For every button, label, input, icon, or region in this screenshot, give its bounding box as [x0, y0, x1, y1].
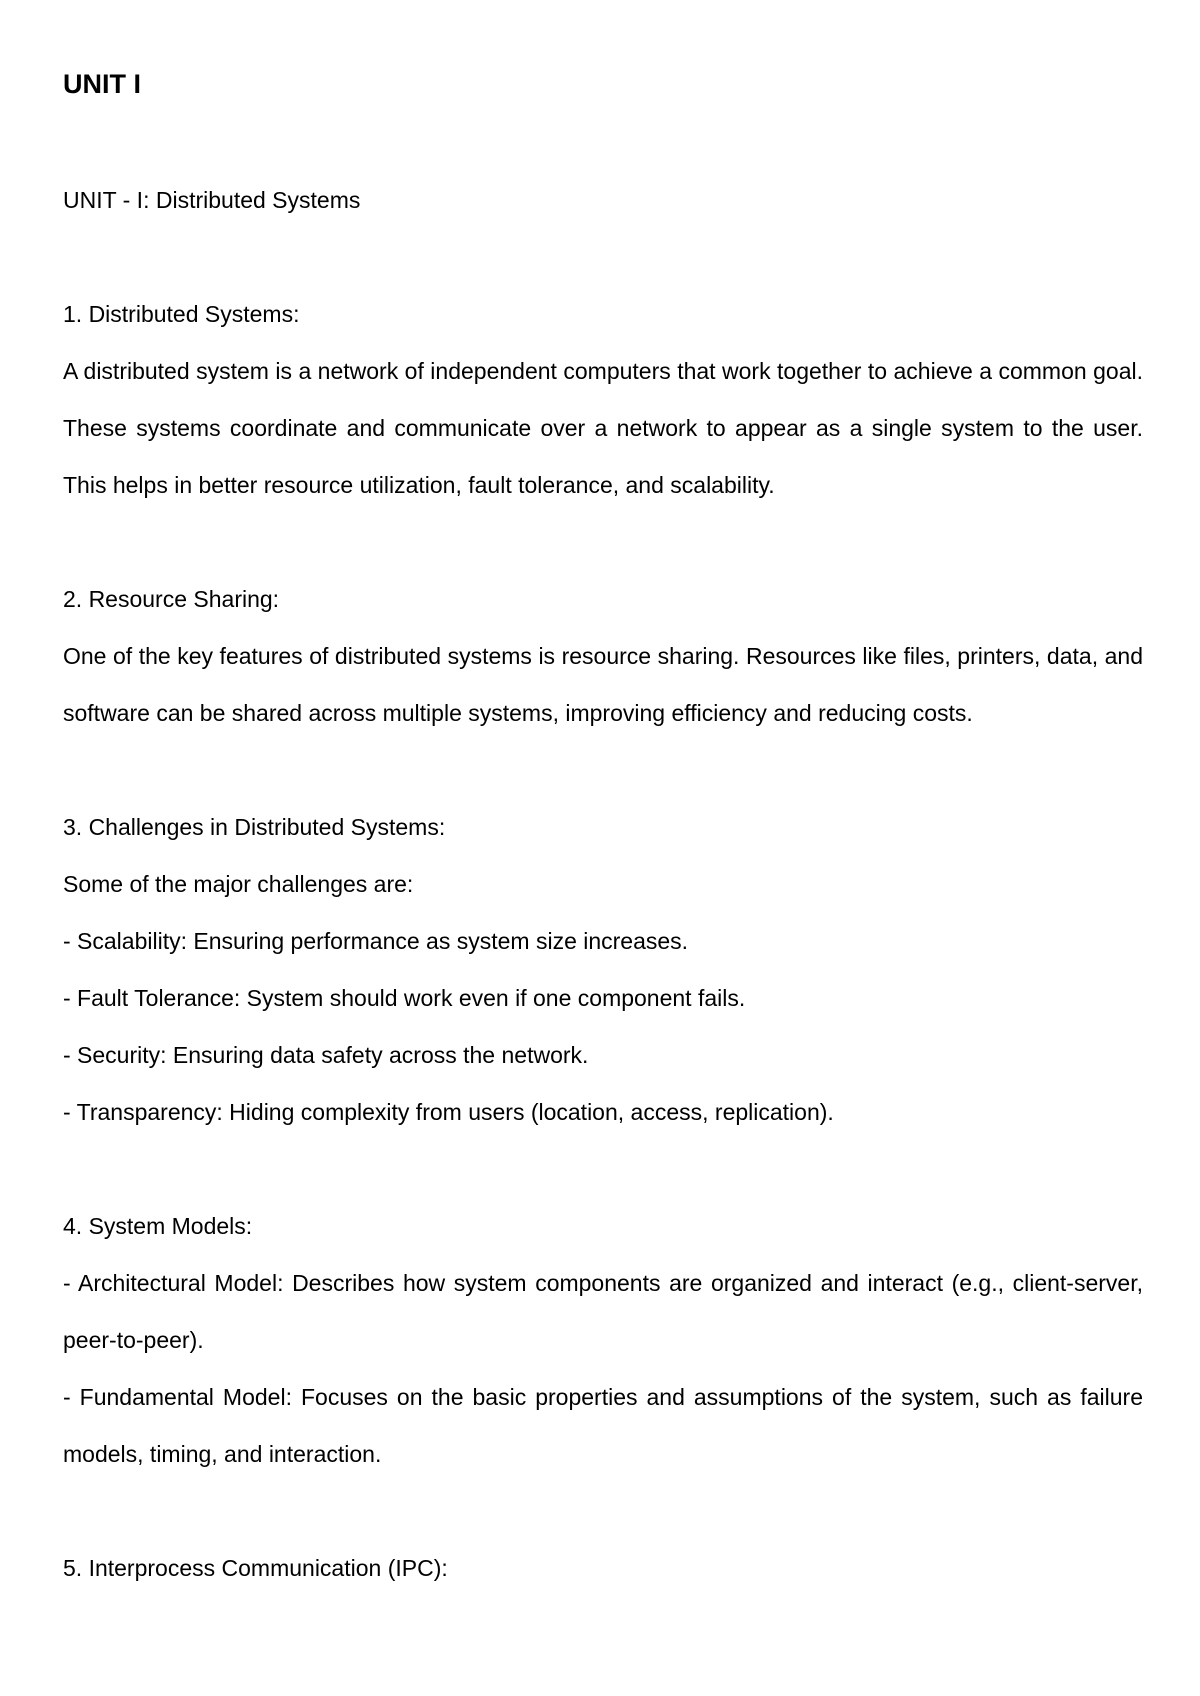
list-item-fundamental-model: - Fundamental Model: Focuses on the basic properties and assumptions of the system, such as failure models, timing, and interaction. [63, 1384, 1143, 1467]
section-heading-ipc: 5. Interprocess Communication (IPC): [63, 1555, 448, 1581]
paragraph-distributed-systems: A distributed system is a network of independent computers that work together to achieve a common goal. These systems coordinate and communicate over a network to appear as a single system to the user. This helps in better resource utilization, fault tolerance, and scalability. [63, 358, 1143, 498]
section-heading-resource-sharing: 2. Resource Sharing: [63, 586, 280, 612]
section-heading-system-models: 4. System Models: [63, 1213, 253, 1239]
challenges-intro: Some of the major challenges are: [63, 871, 414, 897]
list-item-scalability: - Scalability: Ensuring performance as system size increases. [63, 928, 689, 954]
section-heading-distributed-systems: 1. Distributed Systems: [63, 301, 300, 327]
section-heading-challenges: 3. Challenges in Distributed Systems: [63, 814, 446, 840]
unit-heading: UNIT I [63, 69, 141, 99]
list-item-transparency: - Transparency: Hiding complexity from users (location, access, replication). [63, 1099, 834, 1125]
list-item-architectural-model: - Architectural Model: Describes how system components are organized and interact (e.g., client-server, peer-to-peer). [63, 1270, 1143, 1353]
unit-subtitle: UNIT - I: Distributed Systems [63, 187, 361, 213]
paragraph-resource-sharing: One of the key features of distributed systems is resource sharing. Resources like files, printers, data, and software can be shared across multiple systems, improving efficiency and reducing costs. [63, 643, 1143, 726]
list-item-security: - Security: Ensuring data safety across the network. [63, 1042, 589, 1068]
list-item-fault-tolerance: - Fault Tolerance: System should work even if one component fails. [63, 985, 746, 1011]
